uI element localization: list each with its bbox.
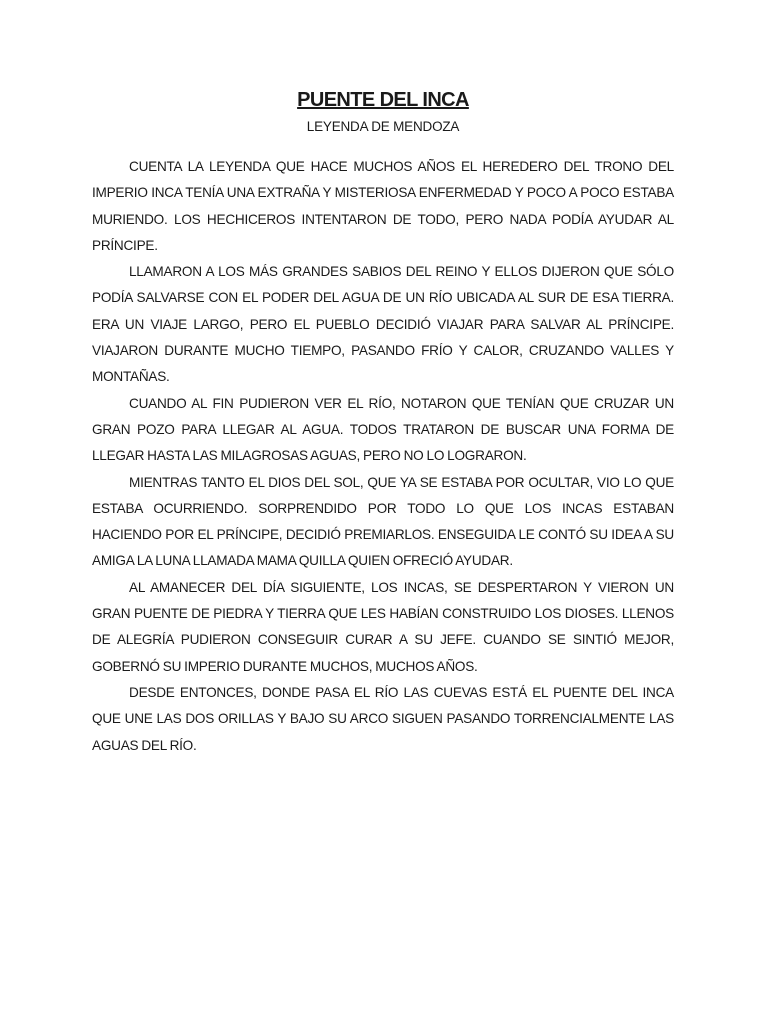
document-page — [92, 86, 674, 759]
paragraph-3: CUANDO AL FIN PUDIERON VER EL RÍO, NOTARON QUE TENÍAN QUE CRUZAR UN GRAN POZO PARA LLEGAR AL AGUA. TODOS TRATARON DE BUSCAR UNA FORMA DE LLEGAR HASTA LAS MILAGROSAS AGUAS, PERO NO LO LOGRARON. — [92, 395, 674, 464]
document-body — [92, 154, 674, 759]
document-title: PUENTE DEL INCA — [297, 89, 469, 111]
paragraph-6: DESDE ENTONCES, DONDE PASA EL RÍO LAS CUEVAS ESTÁ EL PUENTE DEL INCA QUE UNE LAS DOS ORILLAS Y BAJO SU ARCO SIGUEN PASANDO TORRENCIALMENTE LAS AGUAS DEL RÍO. — [92, 684, 674, 753]
document-subtitle: LEYENDA DE MENDOZA — [306, 119, 460, 134]
paragraph-5: AL AMANECER DEL DÍA SIGUIENTE, LOS INCAS, SE DESPERTARON Y VIERON UN GRAN PUENTE DE PIEDRA Y TIERRA QUE LES HABÍAN CONSTRUIDO LOS DIOSES. LLENOS DE ALEGRÍA PUDIERON CONSEGUIR CURAR A SU JEFE. CUANDO SE SINTIÓ MEJOR, GOBERNÓ SU IMPERIO DURANTE MUCHOS, MUCHOS AÑOS. — [92, 579, 674, 674]
paragraph-4: MIENTRAS TANTO EL DIOS DEL SOL, QUE YA SE ESTABA POR OCULTAR, VIO LO QUE ESTABA OCURRIENDO. SORPRENDIDO POR TODO LO QUE LOS INCAS ESTABAN HACIENDO POR EL PRÍNCIPE, DECIDIÓ PREMIARLOS. ENSEGUIDA LE CONTÓ SU IDEA A SU AMIGA LA LUNA LLAMADA MAMA QUILLA QUIEN OFRECIÓ AYUDAR. — [92, 474, 674, 569]
paragraph-1: CUENTA LA LEYENDA QUE HACE MUCHOS AÑOS EL HEREDERO DEL TRONO DEL IMPERIO INCA TENÍA UNA EXTRAÑA Y MISTERIOSA ENFERMEDAD Y POCO A POCO ESTABA MURIENDO. LOS HECHICEROS INTENTARON DE TODO, PERO NADA PODÍA AYUDAR AL PRÍNCIPE. — [92, 159, 674, 253]
paragraph-2: LLAMARON A LOS MÁS GRANDES SABIOS DEL REINO Y ELLOS DIJERON QUE SÓLO PODÍA SALVARSE CON EL PODER DEL AGUA DE UN RÍO UBICADA AL SUR DE ESA TIERRA. ERA UN VIAJE LARGO, PERO EL PUEBLO DECIDIÓ VIAJAR PARA SALVAR AL PRÍNCIPE. VIAJARON DURANTE MUCHO TIEMPO, PASANDO FRÍO Y CALOR, CRUZANDO VALLES Y MONTAÑAS. — [92, 264, 674, 385]
